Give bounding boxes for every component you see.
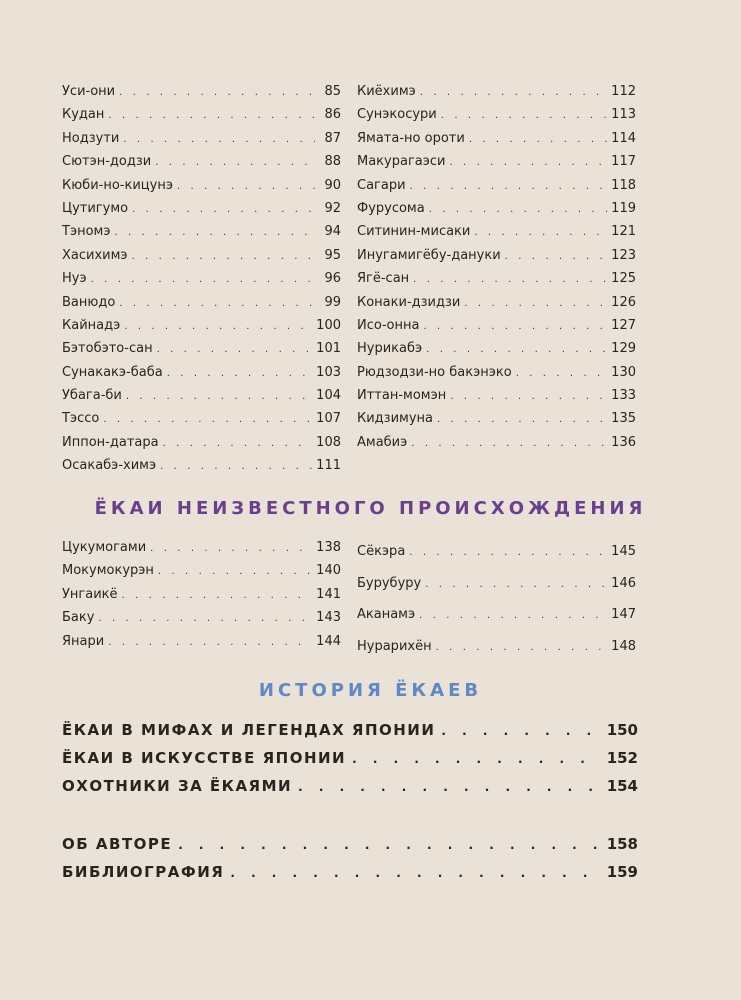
dot-leader (114, 221, 315, 244)
dot-leader (150, 537, 312, 560)
toc-entry[interactable] (62, 744, 638, 772)
toc-entry-title: Баку (62, 610, 95, 626)
toc-entry[interactable] (357, 599, 636, 631)
toc-entry-page: 96 (324, 271, 341, 287)
toc-entry-title: Сунэкосури (357, 107, 437, 123)
toc-unknown-column-right (357, 536, 636, 663)
toc-entry-title: Кюби-но-кицунэ (62, 177, 173, 193)
toc-entry[interactable] (357, 361, 636, 384)
toc-entry[interactable] (62, 267, 341, 290)
toc-entry[interactable] (357, 197, 636, 220)
toc-entry-page: 152 (606, 749, 638, 767)
toc-entry[interactable] (357, 291, 636, 314)
toc-entry[interactable] (62, 407, 341, 430)
dot-leader (158, 560, 312, 583)
dot-leader (103, 408, 312, 431)
dot-leader (505, 245, 608, 268)
toc-entry-title: Унгаикё (62, 586, 118, 602)
toc-entry[interactable] (62, 314, 341, 337)
toc-entry-title: Ямата-но ороти (357, 130, 465, 146)
dot-leader (516, 362, 607, 385)
toc-entry-page: 144 (316, 633, 341, 649)
toc-entry-title: Макурагаэси (357, 154, 446, 170)
toc-entry-title: Инугамигёбу-дануки (357, 247, 501, 263)
dot-leader (167, 362, 312, 385)
section-title-history: ИСТОРИЯ ЁКАЕВ (258, 680, 483, 701)
toc-entry-title: Сютэн-додзи (62, 154, 152, 170)
toc-entry-page: 87 (324, 130, 341, 146)
dot-leader (420, 81, 607, 104)
toc-entry-title: Нурарихён (357, 639, 432, 655)
section-title-unknown-origin: ЁКАИ НЕИЗВЕСТНОГО ПРОИСХОЖДЕНИЯ (94, 498, 647, 519)
toc-entry[interactable] (62, 830, 638, 858)
toc-entry-title: Цутигумо (62, 200, 129, 216)
toc-entry[interactable] (62, 127, 341, 150)
toc-entry-page: 135 (611, 411, 636, 427)
toc-entry-title: Киёхимэ (357, 84, 416, 99)
toc-entry-page: 92 (324, 200, 341, 216)
toc-entry[interactable] (357, 103, 636, 126)
toc-entry-title: Иппон-датара (62, 434, 159, 450)
toc-entry-title: Ягё-сан (357, 271, 410, 287)
toc-entry[interactable] (62, 536, 341, 559)
toc-entry-title: Бэтобэто-сан (62, 341, 153, 357)
dot-leader (464, 292, 607, 315)
toc-entry[interactable] (357, 220, 636, 243)
toc-entry-title: Кидзимуна (357, 411, 433, 427)
toc-entry-page: 159 (606, 863, 638, 881)
toc-entry[interactable] (357, 267, 636, 290)
dot-leader (474, 221, 607, 244)
dot-leader (411, 432, 607, 455)
toc-entry-page: 154 (606, 777, 638, 795)
toc-entry-title: Ситинин-мисаки (357, 224, 471, 240)
toc-entry-page: 111 (316, 458, 341, 474)
toc-entry-page: 140 (316, 563, 341, 579)
toc-entry-page: 90 (324, 177, 341, 193)
toc-entry-page: 100 (316, 317, 341, 333)
dot-leader (441, 104, 607, 127)
toc-entry[interactable] (62, 559, 341, 582)
toc-entry-title: БИБЛИОГРАФИЯ (62, 863, 225, 881)
toc-entry-page: 127 (611, 317, 636, 333)
toc-entry-title: ЁКАИ В ИСКУССТВЕ ЯПОНИИ (62, 749, 347, 767)
toc-entry[interactable] (357, 631, 636, 663)
dot-leader (230, 859, 598, 887)
dot-leader (352, 745, 599, 773)
toc-entry-title: Осакабэ-химэ (62, 458, 157, 474)
dot-leader (423, 315, 607, 338)
toc-entry-page: 112 (611, 84, 636, 99)
toc-entry[interactable] (357, 536, 636, 568)
dot-leader (410, 175, 608, 198)
dot-leader (436, 632, 608, 664)
toc-entry[interactable] (62, 291, 341, 314)
toc-entry-title: Сёкэра (357, 544, 406, 559)
toc-entry-title: Нуэ (62, 271, 87, 287)
toc-entry[interactable] (62, 174, 341, 197)
toc-entry[interactable] (62, 361, 341, 384)
dot-leader (450, 385, 607, 408)
dot-leader (449, 151, 607, 174)
toc-entry-page: 126 (611, 294, 636, 310)
toc-entry-title: ОХОТНИКИ ЗА ЁКАЯМИ (62, 777, 293, 795)
toc-entry-title: ЁКАИ В МИФАХ И ЛЕГЕНДАХ ЯПОНИИ (62, 721, 436, 739)
dot-leader (419, 600, 607, 632)
dot-leader (426, 338, 607, 361)
toc-entry[interactable] (357, 407, 636, 430)
dot-leader (157, 338, 313, 361)
toc-entry-page: 113 (611, 107, 636, 123)
toc-entry-title: Хасихимэ (62, 247, 128, 263)
toc-entry-page: 118 (611, 177, 636, 193)
toc-entry[interactable] (62, 431, 341, 454)
toc-entry-page: 86 (324, 107, 341, 123)
toc-entry-title: Иттан-момэн (357, 388, 447, 404)
dot-leader (437, 408, 607, 431)
toc-entry-page: 136 (611, 434, 636, 450)
toc-entry-page: 95 (324, 247, 341, 263)
toc-entry-page: 145 (611, 544, 636, 559)
toc-entry[interactable] (62, 606, 341, 629)
dot-leader (163, 432, 313, 455)
toc-entry-title: Убага-би (62, 388, 122, 404)
toc-entry-title: Тэномэ (62, 224, 111, 240)
toc-entry[interactable] (357, 568, 636, 600)
toc-entry-page: 114 (611, 130, 636, 146)
toc-entry[interactable] (62, 583, 341, 606)
toc-history-list (62, 716, 638, 800)
toc-entry-title: Кайнадэ (62, 317, 121, 333)
toc-entry-page: 143 (316, 610, 341, 626)
toc-entry-page: 117 (611, 154, 636, 170)
dot-leader (429, 198, 607, 221)
toc-entry-title: Сунакакэ-баба (62, 364, 163, 380)
toc-entry-page: 104 (316, 388, 341, 404)
dot-leader (119, 292, 315, 315)
toc-entry-page: 108 (316, 434, 341, 450)
toc-entry[interactable] (357, 127, 636, 150)
toc-entry-title: Рюдзодзи-но бакэнэко (357, 364, 512, 380)
toc-entry[interactable] (62, 630, 341, 653)
toc-entry[interactable] (62, 716, 638, 744)
toc-entry-page: 121 (611, 224, 636, 240)
toc-entry-page: 129 (611, 341, 636, 357)
toc-entry-title: Янари (62, 633, 105, 649)
toc-entry-page: 107 (316, 411, 341, 427)
toc-entry[interactable] (357, 314, 636, 337)
dot-leader (409, 537, 607, 569)
dot-leader (122, 584, 313, 607)
toc-entry-page: 99 (324, 294, 341, 310)
toc-entry-page: 133 (611, 388, 636, 404)
dot-leader (132, 245, 315, 268)
dot-leader (178, 831, 599, 859)
toc-entry-title: Нурикабэ (357, 341, 423, 357)
dot-leader (132, 198, 315, 221)
toc-entry[interactable] (62, 197, 341, 220)
toc-entry[interactable] (357, 384, 636, 407)
toc-entry[interactable] (62, 244, 341, 267)
toc-entry[interactable] (62, 454, 341, 477)
dot-leader (123, 128, 315, 151)
toc-misc-list (62, 830, 638, 886)
toc-entry[interactable] (62, 150, 341, 173)
toc-entry-page: 147 (611, 607, 636, 623)
dot-leader (91, 268, 315, 291)
toc-entry-title: Бурубуру (357, 575, 422, 591)
toc-entry-page: 119 (611, 200, 636, 216)
toc-entry[interactable] (357, 174, 636, 197)
toc-entry-title: Ванюдо (62, 294, 116, 310)
dot-leader (298, 773, 599, 801)
toc-entry[interactable] (357, 150, 636, 173)
dot-leader (469, 128, 607, 151)
toc-entry[interactable] (357, 431, 636, 454)
dot-leader (124, 315, 312, 338)
toc-entry[interactable] (357, 337, 636, 360)
toc-entry-title: Аканамэ (357, 607, 416, 623)
dot-leader (108, 104, 315, 127)
toc-entry[interactable] (62, 858, 638, 886)
dot-leader (177, 175, 315, 198)
toc-entry-page: 130 (611, 364, 636, 380)
toc-entry[interactable] (62, 80, 341, 103)
toc-entry-title: Кудан (62, 107, 105, 123)
toc-entry-page: 125 (611, 271, 636, 287)
toc-entry-title: Конаки-дзидзи (357, 294, 461, 310)
toc-entry-title: Амабиэ (357, 434, 408, 450)
toc-entry-page: 103 (316, 364, 341, 380)
toc-entry[interactable] (62, 772, 638, 800)
toc-entry-title: Цукумогами (62, 540, 147, 555)
toc-entry-title: Тэссо (62, 411, 100, 427)
dot-leader (126, 385, 312, 408)
toc-entry-page: 101 (316, 341, 341, 357)
toc-entry[interactable] (62, 220, 341, 243)
toc-entry[interactable] (62, 384, 341, 407)
dot-leader (441, 717, 598, 745)
toc-entry-page: 146 (611, 575, 636, 591)
toc-entry-title: Сагари (357, 177, 406, 193)
toc-column-right (357, 80, 636, 454)
dot-leader (155, 151, 315, 174)
dot-leader (98, 607, 312, 630)
toc-entry-page: 148 (611, 639, 636, 655)
dot-leader (413, 268, 607, 291)
toc-entry-title: Нодзути (62, 130, 120, 146)
toc-entry-page: 88 (324, 154, 341, 170)
toc-entry-page: 158 (606, 835, 638, 853)
toc-entry-page: 138 (316, 540, 341, 555)
toc-entry-title: Мокумокурэн (62, 563, 154, 579)
toc-entry-title: Фурусома (357, 200, 425, 216)
toc-entry[interactable] (357, 244, 636, 267)
toc-entry-page: 85 (324, 84, 341, 99)
toc-column-left (62, 80, 341, 478)
dot-leader (119, 81, 315, 104)
toc-entry[interactable] (62, 103, 341, 126)
toc-entry-page: 94 (324, 224, 341, 240)
toc-entry-title: Уси-они (62, 84, 116, 99)
dot-leader (425, 569, 607, 601)
toc-entry-page: 150 (606, 721, 638, 739)
dot-leader (160, 455, 312, 478)
toc-entry-title: Исо-онна (357, 317, 420, 333)
toc-entry-title: ОБ АВТОРЕ (62, 835, 173, 853)
toc-entry[interactable] (357, 80, 636, 103)
toc-entry-page: 141 (316, 586, 341, 602)
toc-unknown-column-left (62, 536, 341, 653)
toc-entry-page: 123 (611, 247, 636, 263)
dot-leader (108, 631, 312, 654)
toc-entry[interactable] (62, 337, 341, 360)
